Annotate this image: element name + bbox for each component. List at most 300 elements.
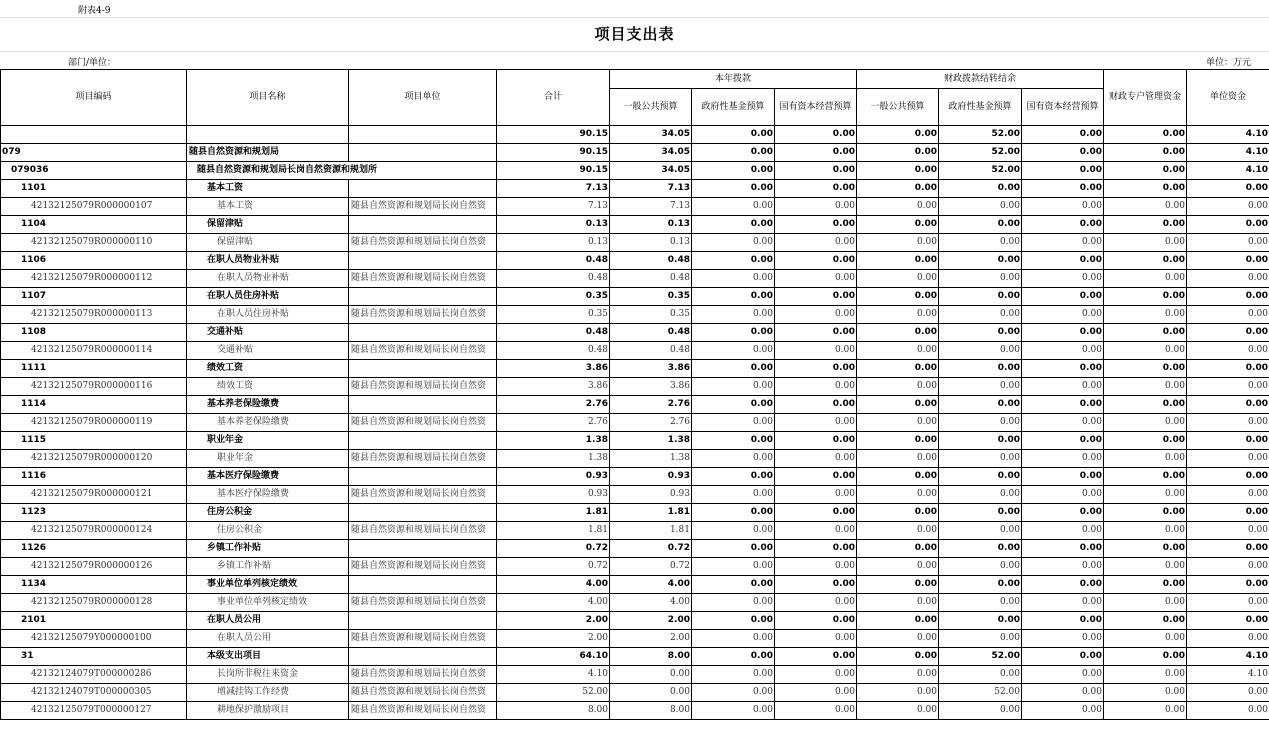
cell-special: 0.00 — [1104, 486, 1187, 504]
cell-fund: 0.00 — [692, 198, 775, 216]
cell-own: 0.00 — [1187, 270, 1269, 288]
table-row — [1, 648, 1269, 666]
table-row — [1, 468, 1269, 486]
cell-name: 住房公积金 — [187, 504, 349, 522]
cell-general: 8.00 — [610, 702, 692, 720]
table-row — [1, 180, 1269, 198]
cell-total: 3.86 — [497, 360, 610, 378]
cell-special: 0.00 — [1104, 396, 1187, 414]
cell-special: 0.00 — [1104, 594, 1187, 612]
cell-fund-carry: 0.00 — [939, 414, 1022, 432]
cell-general: 0.13 — [610, 234, 692, 252]
cell-general-carry: 0.00 — [857, 126, 939, 144]
cell-state-carry: 0.00 — [1022, 558, 1104, 576]
cell-fund: 0.00 — [692, 324, 775, 342]
cell-name: 绩效工资 — [187, 378, 349, 396]
cell-code: 1107 — [1, 288, 187, 306]
cell-fund-carry: 0.00 — [939, 432, 1022, 450]
cell-state: 0.00 — [775, 648, 857, 666]
cell-special: 0.00 — [1104, 252, 1187, 270]
cell-fund: 0.00 — [692, 414, 775, 432]
cell-general-carry: 0.00 — [857, 144, 939, 162]
cell-code: 1115 — [1, 432, 187, 450]
cell-fund: 0.00 — [692, 234, 775, 252]
cell-state: 0.00 — [775, 342, 857, 360]
cell-own: 0.00 — [1187, 522, 1269, 540]
cell-special: 0.00 — [1104, 504, 1187, 522]
cell-total: 3.86 — [497, 378, 610, 396]
cell-fund-carry: 52.00 — [939, 144, 1022, 162]
cell-general-carry: 0.00 — [857, 180, 939, 198]
cell-state-carry: 0.00 — [1022, 396, 1104, 414]
cell-general: 2.00 — [610, 630, 692, 648]
cell-state: 0.00 — [775, 378, 857, 396]
cell-code: 1108 — [1, 324, 187, 342]
cell-general: 0.93 — [610, 486, 692, 504]
table-row — [1, 216, 1269, 234]
cell-name: 基本养老保险缴费 — [187, 414, 349, 432]
cell-unit — [349, 396, 497, 414]
cell-state: 0.00 — [775, 270, 857, 288]
cell-unit — [349, 540, 497, 558]
cell-code: 1106 — [1, 252, 187, 270]
col-header-total: 合计 — [497, 70, 610, 126]
cell-fund: 0.00 — [692, 396, 775, 414]
cell-unit — [349, 576, 497, 594]
cell-state-carry: 0.00 — [1022, 486, 1104, 504]
cell-general-carry: 0.00 — [857, 594, 939, 612]
cell-fund: 0.00 — [692, 558, 775, 576]
cell-total: 1.38 — [497, 432, 610, 450]
table-row — [1, 342, 1269, 360]
cell-fund-carry: 0.00 — [939, 216, 1022, 234]
cell-fund: 0.00 — [692, 540, 775, 558]
cell-own: 4.10 — [1187, 126, 1269, 144]
cell-state: 0.00 — [775, 144, 857, 162]
cell-general: 1.38 — [610, 450, 692, 468]
cell-code: 42132125079R000000116 — [1, 378, 187, 396]
cell-own: 0.00 — [1187, 504, 1269, 522]
cell-unit: 随县自然资源和规划局长岗自然资 — [349, 378, 497, 396]
cell-own: 0.00 — [1187, 432, 1269, 450]
cell-own: 0.00 — [1187, 198, 1269, 216]
cell-fund-carry: 0.00 — [939, 612, 1022, 630]
cell-general: 2.00 — [610, 612, 692, 630]
cell-general-carry: 0.00 — [857, 234, 939, 252]
cell-state-carry: 0.00 — [1022, 342, 1104, 360]
cell-unit — [349, 180, 497, 198]
col-header-code: 项目编码 — [1, 70, 187, 126]
cell-own: 4.10 — [1187, 666, 1269, 684]
cell-general: 0.48 — [610, 270, 692, 288]
table-row — [1, 612, 1269, 630]
cell-special: 0.00 — [1104, 378, 1187, 396]
cell-fund-carry: 0.00 — [939, 396, 1022, 414]
cell-total: 4.10 — [497, 666, 610, 684]
cell-state-carry: 0.00 — [1022, 432, 1104, 450]
cell-code: 1114 — [1, 396, 187, 414]
table-row — [1, 234, 1269, 252]
cell-total: 90.15 — [497, 144, 610, 162]
cell-own: 0.00 — [1187, 414, 1269, 432]
cell-fund-carry: 0.00 — [939, 270, 1022, 288]
cell-state-carry: 0.00 — [1022, 234, 1104, 252]
cell-total: 4.00 — [497, 594, 610, 612]
annex-row — [0, 0, 1269, 18]
cell-own: 0.00 — [1187, 342, 1269, 360]
cell-total: 0.72 — [497, 558, 610, 576]
cell-state: 0.00 — [775, 126, 857, 144]
cell-own: 0.00 — [1187, 180, 1269, 198]
cell-general: 0.48 — [610, 342, 692, 360]
cell-unit: 随县自然资源和规划局长岗自然资 — [349, 684, 497, 702]
cell-fund-carry: 0.00 — [939, 702, 1022, 720]
cell-special: 0.00 — [1104, 234, 1187, 252]
cell-fund: 0.00 — [692, 486, 775, 504]
cell-code: 42132125079R000000113 — [1, 306, 187, 324]
cell-general: 0.13 — [610, 216, 692, 234]
table-row — [1, 324, 1269, 342]
cell-unit — [349, 648, 497, 666]
cell-name: 在职人员物业补贴 — [187, 270, 349, 288]
cell-general-carry: 0.00 — [857, 324, 939, 342]
cell-general-carry: 0.00 — [857, 432, 939, 450]
cell-special: 0.00 — [1104, 270, 1187, 288]
cell-general: 3.86 — [610, 378, 692, 396]
table-row — [1, 666, 1269, 684]
cell-own: 0.00 — [1187, 576, 1269, 594]
cell-general: 34.05 — [610, 144, 692, 162]
cell-name: 本级支出项目 — [187, 648, 349, 666]
cell-total: 2.00 — [497, 630, 610, 648]
col-header-current-year: 本年拨款 — [610, 70, 857, 89]
cell-state: 0.00 — [775, 612, 857, 630]
cell-fund: 0.00 — [692, 594, 775, 612]
cell-own: 0.00 — [1187, 306, 1269, 324]
cell-unit: 随县自然资源和规划局长岗自然资 — [349, 594, 497, 612]
cell-name: 基本养老保险缴费 — [187, 396, 349, 414]
table-row — [1, 306, 1269, 324]
cell-state: 0.00 — [775, 180, 857, 198]
cell-general-carry: 0.00 — [857, 270, 939, 288]
cell-unit — [349, 252, 497, 270]
cell-state: 0.00 — [775, 486, 857, 504]
cell-state: 0.00 — [775, 684, 857, 702]
cell-special: 0.00 — [1104, 198, 1187, 216]
cell-total: 1.38 — [497, 450, 610, 468]
cell-name: 基本工资 — [187, 198, 349, 216]
table-row — [1, 162, 1269, 180]
cell-fund: 0.00 — [692, 504, 775, 522]
cell-name: 基本工资 — [187, 180, 349, 198]
cell-state: 0.00 — [775, 576, 857, 594]
cell-unit: 随县自然资源和规划局长岗自然资 — [349, 486, 497, 504]
col-header-fund: 政府性基金预算 — [692, 89, 775, 126]
cell-general-carry: 0.00 — [857, 576, 939, 594]
cell-special: 0.00 — [1104, 576, 1187, 594]
cell-general-carry: 0.00 — [857, 252, 939, 270]
cell-code: 42132125079R000000126 — [1, 558, 187, 576]
cell-special: 0.00 — [1104, 558, 1187, 576]
cell-name: 在职人员物业补贴 — [187, 252, 349, 270]
cell-fund: 0.00 — [692, 216, 775, 234]
cell-total: 0.48 — [497, 270, 610, 288]
cell-general: 0.00 — [610, 666, 692, 684]
col-header-state: 国有资本经营预算 — [775, 89, 857, 126]
cell-fund: 0.00 — [692, 666, 775, 684]
col-header-carryover: 财政拨款结转结余 — [857, 70, 1104, 89]
cell-code: 42132125079R000000110 — [1, 234, 187, 252]
cell-own: 0.00 — [1187, 378, 1269, 396]
cell-special: 0.00 — [1104, 162, 1187, 180]
cell-own: 4.10 — [1187, 144, 1269, 162]
cell-fund-carry: 0.00 — [939, 378, 1022, 396]
cell-general-carry: 0.00 — [857, 450, 939, 468]
cell-fund-carry: 0.00 — [939, 576, 1022, 594]
cell-unit — [349, 216, 497, 234]
cell-own: 0.00 — [1187, 594, 1269, 612]
cell-special: 0.00 — [1104, 684, 1187, 702]
cell-code: 1126 — [1, 540, 187, 558]
cell-name: 保留津贴 — [187, 216, 349, 234]
cell-general: 1.81 — [610, 522, 692, 540]
cell-unit: 随县自然资源和规划局长岗自然资 — [349, 522, 497, 540]
cell-fund-carry: 0.00 — [939, 504, 1022, 522]
cell-name: 耕地保护激励项目 — [187, 702, 349, 720]
cell-code — [1, 126, 187, 144]
col-header-own: 单位资金 — [1187, 70, 1269, 126]
expenditure-table — [0, 69, 1269, 720]
table-row — [1, 594, 1269, 612]
cell-code: 079036 — [1, 162, 187, 180]
cell-fund: 0.00 — [692, 306, 775, 324]
cell-code: 42132124079T000000286 — [1, 666, 187, 684]
cell-unit — [349, 468, 497, 486]
table-row — [1, 144, 1269, 162]
cell-code: 42132125079R000000114 — [1, 342, 187, 360]
cell-name: 乡镇工作补贴 — [187, 558, 349, 576]
cell-name: 随县自然资源和规划局长岗自然资源和规划所 — [187, 162, 497, 180]
cell-unit — [349, 144, 497, 162]
cell-fund-carry: 0.00 — [939, 558, 1022, 576]
cell-fund: 0.00 — [692, 684, 775, 702]
cell-general-carry: 0.00 — [857, 702, 939, 720]
cell-general: 4.00 — [610, 594, 692, 612]
cell-state: 0.00 — [775, 702, 857, 720]
cell-total: 0.48 — [497, 252, 610, 270]
cell-state-carry: 0.00 — [1022, 576, 1104, 594]
cell-general-carry: 0.00 — [857, 684, 939, 702]
cell-unit: 随县自然资源和规划局长岗自然资 — [349, 630, 497, 648]
col-header-general: 一般公共预算 — [610, 89, 692, 126]
cell-general: 34.05 — [610, 162, 692, 180]
cell-fund: 0.00 — [692, 648, 775, 666]
cell-special: 0.00 — [1104, 630, 1187, 648]
cell-general-carry: 0.00 — [857, 648, 939, 666]
cell-state: 0.00 — [775, 306, 857, 324]
cell-state-carry: 0.00 — [1022, 324, 1104, 342]
cell-state-carry: 0.00 — [1022, 468, 1104, 486]
table-row — [1, 576, 1269, 594]
cell-own: 0.00 — [1187, 252, 1269, 270]
cell-total: 0.13 — [497, 234, 610, 252]
cell-general: 1.81 — [610, 504, 692, 522]
cell-general-carry: 0.00 — [857, 612, 939, 630]
table-row — [1, 486, 1269, 504]
cell-fund: 0.00 — [692, 126, 775, 144]
cell-special: 0.00 — [1104, 126, 1187, 144]
cell-fund-carry: 0.00 — [939, 486, 1022, 504]
cell-general: 0.72 — [610, 558, 692, 576]
cell-total: 90.15 — [497, 126, 610, 144]
cell-fund: 0.00 — [692, 342, 775, 360]
cell-state: 0.00 — [775, 468, 857, 486]
cell-own: 0.00 — [1187, 468, 1269, 486]
page-title: 项目支出表 — [0, 17, 1269, 52]
cell-special: 0.00 — [1104, 450, 1187, 468]
cell-total: 0.35 — [497, 288, 610, 306]
cell-special: 0.00 — [1104, 306, 1187, 324]
cell-state: 0.00 — [775, 558, 857, 576]
cell-own: 0.00 — [1187, 450, 1269, 468]
dept-label: 部门/单位： — [68, 58, 117, 68]
cell-fund-carry: 52.00 — [939, 162, 1022, 180]
table-row — [1, 504, 1269, 522]
cell-total: 0.35 — [497, 306, 610, 324]
table-row — [1, 702, 1269, 720]
cell-state: 0.00 — [775, 288, 857, 306]
cell-special: 0.00 — [1104, 144, 1187, 162]
cell-code: 42132125079R000000107 — [1, 198, 187, 216]
cell-code: 1111 — [1, 360, 187, 378]
cell-state: 0.00 — [775, 450, 857, 468]
cell-unit: 随县自然资源和规划局长岗自然资 — [349, 306, 497, 324]
cell-special: 0.00 — [1104, 522, 1187, 540]
cell-general-carry: 0.00 — [857, 396, 939, 414]
cell-total: 2.76 — [497, 396, 610, 414]
table-row — [1, 360, 1269, 378]
cell-special: 0.00 — [1104, 702, 1187, 720]
cell-state: 0.00 — [775, 540, 857, 558]
cell-code: 1116 — [1, 468, 187, 486]
cell-own: 0.00 — [1187, 324, 1269, 342]
cell-code: 42132125079R000000128 — [1, 594, 187, 612]
cell-total: 2.00 — [497, 612, 610, 630]
cell-general-carry: 0.00 — [857, 414, 939, 432]
cell-total: 8.00 — [497, 702, 610, 720]
cell-state-carry: 0.00 — [1022, 270, 1104, 288]
cell-special: 0.00 — [1104, 342, 1187, 360]
cell-general: 0.35 — [610, 288, 692, 306]
cell-state: 0.00 — [775, 666, 857, 684]
table-body — [1, 126, 1269, 720]
cell-state-carry: 0.00 — [1022, 612, 1104, 630]
cell-state: 0.00 — [775, 234, 857, 252]
cell-unit: 随县自然资源和规划局长岗自然资 — [349, 450, 497, 468]
unit-label: 单位：万元 — [1205, 58, 1251, 68]
cell-name: 交通补贴 — [187, 324, 349, 342]
cell-own: 0.00 — [1187, 558, 1269, 576]
cell-name: 绩效工资 — [187, 360, 349, 378]
cell-name: 增减挂钩工作经费 — [187, 684, 349, 702]
cell-unit: 随县自然资源和规划局长岗自然资 — [349, 342, 497, 360]
cell-own: 0.00 — [1187, 486, 1269, 504]
col-header-fund-carry: 政府性基金预算 — [939, 89, 1022, 126]
cell-state-carry: 0.00 — [1022, 180, 1104, 198]
cell-state-carry: 0.00 — [1022, 504, 1104, 522]
cell-name: 事业单位单列核定绩效 — [187, 594, 349, 612]
cell-state: 0.00 — [775, 360, 857, 378]
cell-fund: 0.00 — [692, 252, 775, 270]
cell-general-carry: 0.00 — [857, 306, 939, 324]
cell-special: 0.00 — [1104, 288, 1187, 306]
cell-fund-carry: 52.00 — [939, 684, 1022, 702]
cell-general-carry: 0.00 — [857, 522, 939, 540]
table-row — [1, 450, 1269, 468]
cell-state-carry: 0.00 — [1022, 162, 1104, 180]
cell-general: 4.00 — [610, 576, 692, 594]
cell-name: 保留津贴 — [187, 234, 349, 252]
cell-fund-carry: 0.00 — [939, 468, 1022, 486]
annex-label: 附表4-9 — [78, 6, 111, 16]
table-row — [1, 432, 1269, 450]
cell-name: 在职人员住房补贴 — [187, 288, 349, 306]
cell-fund: 0.00 — [692, 378, 775, 396]
cell-unit: 随县自然资源和规划局长岗自然资 — [349, 414, 497, 432]
cell-unit — [349, 288, 497, 306]
cell-fund-carry: 0.00 — [939, 630, 1022, 648]
cell-total: 90.15 — [497, 162, 610, 180]
cell-own: 0.00 — [1187, 612, 1269, 630]
cell-name: 交通补贴 — [187, 342, 349, 360]
cell-general: 7.13 — [610, 180, 692, 198]
cell-total: 0.72 — [497, 540, 610, 558]
cell-special: 0.00 — [1104, 360, 1187, 378]
cell-code: 42132124079T000000305 — [1, 684, 187, 702]
cell-unit: 随县自然资源和规划局长岗自然资 — [349, 270, 497, 288]
cell-general: 8.00 — [610, 648, 692, 666]
cell-own: 0.00 — [1187, 216, 1269, 234]
cell-state: 0.00 — [775, 396, 857, 414]
cell-code: 42132125079R000000120 — [1, 450, 187, 468]
cell-general: 0.93 — [610, 468, 692, 486]
cell-code: 42132125079R000000112 — [1, 270, 187, 288]
cell-special: 0.00 — [1104, 180, 1187, 198]
cell-total: 0.48 — [497, 324, 610, 342]
cell-code: 1123 — [1, 504, 187, 522]
cell-code: 42132125079Y000000100 — [1, 630, 187, 648]
cell-fund: 0.00 — [692, 522, 775, 540]
table-row — [1, 252, 1269, 270]
cell-name: 随县自然资源和规划局 — [187, 144, 349, 162]
cell-fund-carry: 0.00 — [939, 198, 1022, 216]
cell-general: 2.76 — [610, 396, 692, 414]
cell-fund: 0.00 — [692, 180, 775, 198]
cell-fund: 0.00 — [692, 162, 775, 180]
cell-general-carry: 0.00 — [857, 216, 939, 234]
cell-fund-carry: 0.00 — [939, 666, 1022, 684]
cell-state-carry: 0.00 — [1022, 378, 1104, 396]
cell-general-carry: 0.00 — [857, 540, 939, 558]
cell-general: 0.48 — [610, 252, 692, 270]
col-header-name: 项目名称 — [187, 70, 349, 126]
cell-fund-carry: 0.00 — [939, 288, 1022, 306]
cell-state: 0.00 — [775, 252, 857, 270]
cell-unit: 随县自然资源和规划局长岗自然资 — [349, 666, 497, 684]
cell-state: 0.00 — [775, 198, 857, 216]
cell-special: 0.00 — [1104, 468, 1187, 486]
cell-name: 长岗所非税往来资金 — [187, 666, 349, 684]
